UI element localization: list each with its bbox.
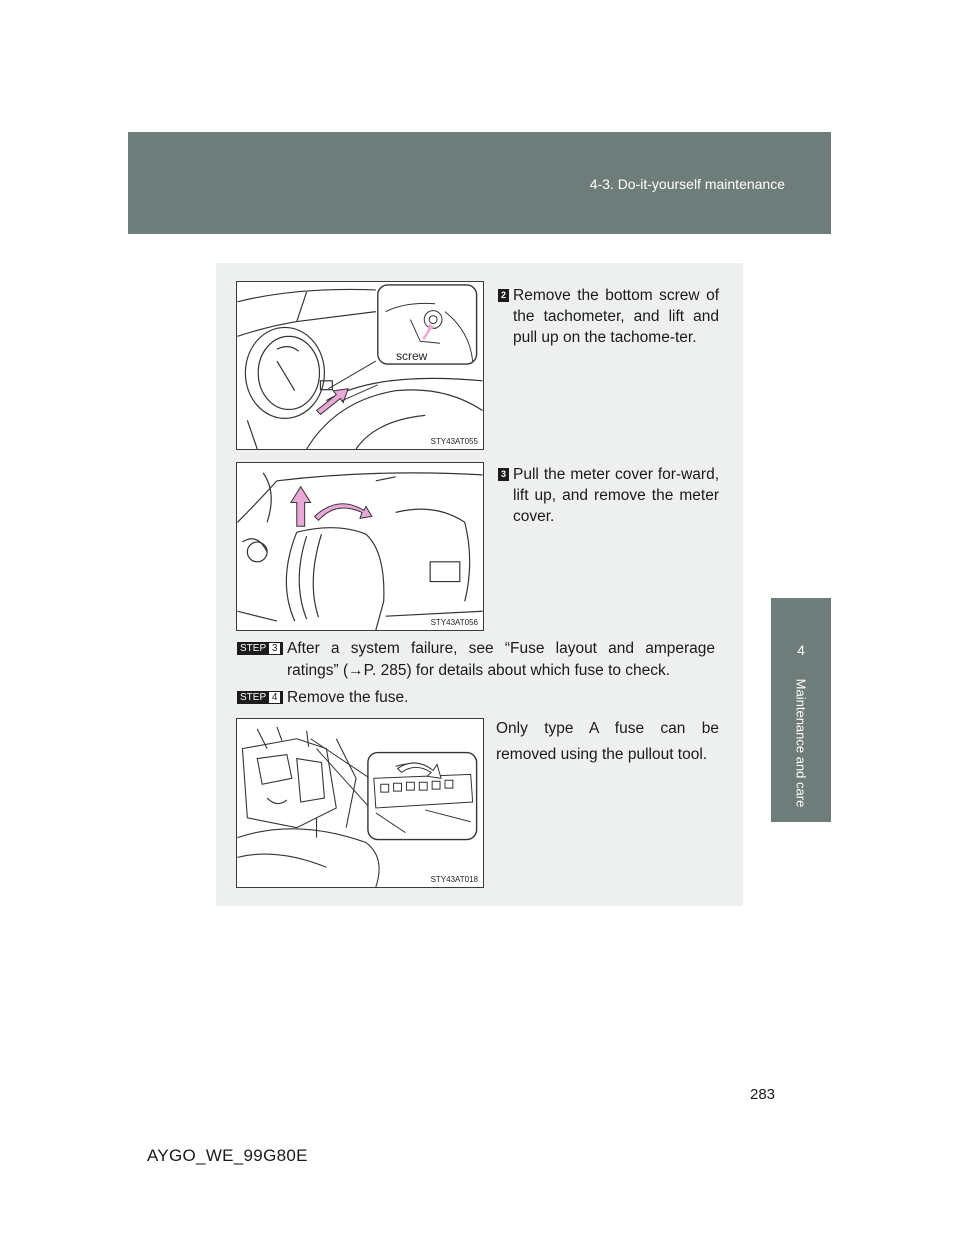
step-text: Remove the fuse.	[287, 689, 409, 706]
document-code: AYGO_WE_99G80E	[147, 1146, 308, 1165]
tachometer-illustration	[237, 282, 483, 449]
screw-label: screw	[396, 349, 428, 363]
chapter-title-tab[interactable]	[771, 664, 831, 822]
chapter-number: 4	[797, 642, 805, 658]
figure-tachometer-screw	[236, 281, 484, 450]
chapter-title: Maintenance and care	[793, 678, 809, 808]
step-badge: STEP 4	[237, 691, 283, 704]
header-band	[128, 132, 831, 234]
figure-code: STY43AT018	[430, 875, 478, 884]
note-text: Only type A fuse can be removed using the pullout tool.	[496, 720, 719, 763]
section-title: 4-3. Do-it-yourself maintenance	[589, 176, 785, 192]
figure-meter-cover	[236, 462, 484, 631]
callout-text: Pull the meter cover for-ward, lift up, and remove the meter cover.	[513, 466, 719, 525]
figure-code: STY43AT056	[430, 618, 478, 627]
step-text: After a system failure, see “Fuse layout and amperage ratings” (→P. 285) for details about which fuse to check.	[287, 640, 715, 679]
step-badge: STEP 3	[237, 642, 283, 655]
note-fuse-type	[496, 716, 719, 768]
callout-number-icon: 2	[498, 289, 509, 302]
callout-text: Remove the bottom screw of the tachometer, and lift and pull up on the tachome-ter.	[513, 287, 719, 346]
fuse-box-illustration	[237, 719, 483, 887]
callout-remove-screw	[500, 285, 719, 348]
page-number: 283	[750, 1086, 776, 1103]
figure-fuse-box	[236, 718, 484, 888]
chapter-number-tab[interactable]	[771, 598, 831, 664]
callout-meter-cover	[500, 464, 719, 527]
meter-cover-illustration	[237, 463, 483, 630]
step-3	[237, 638, 715, 682]
figure-code: STY43AT055	[430, 437, 478, 446]
step-4	[237, 687, 715, 709]
callout-number-icon: 3	[498, 468, 509, 481]
